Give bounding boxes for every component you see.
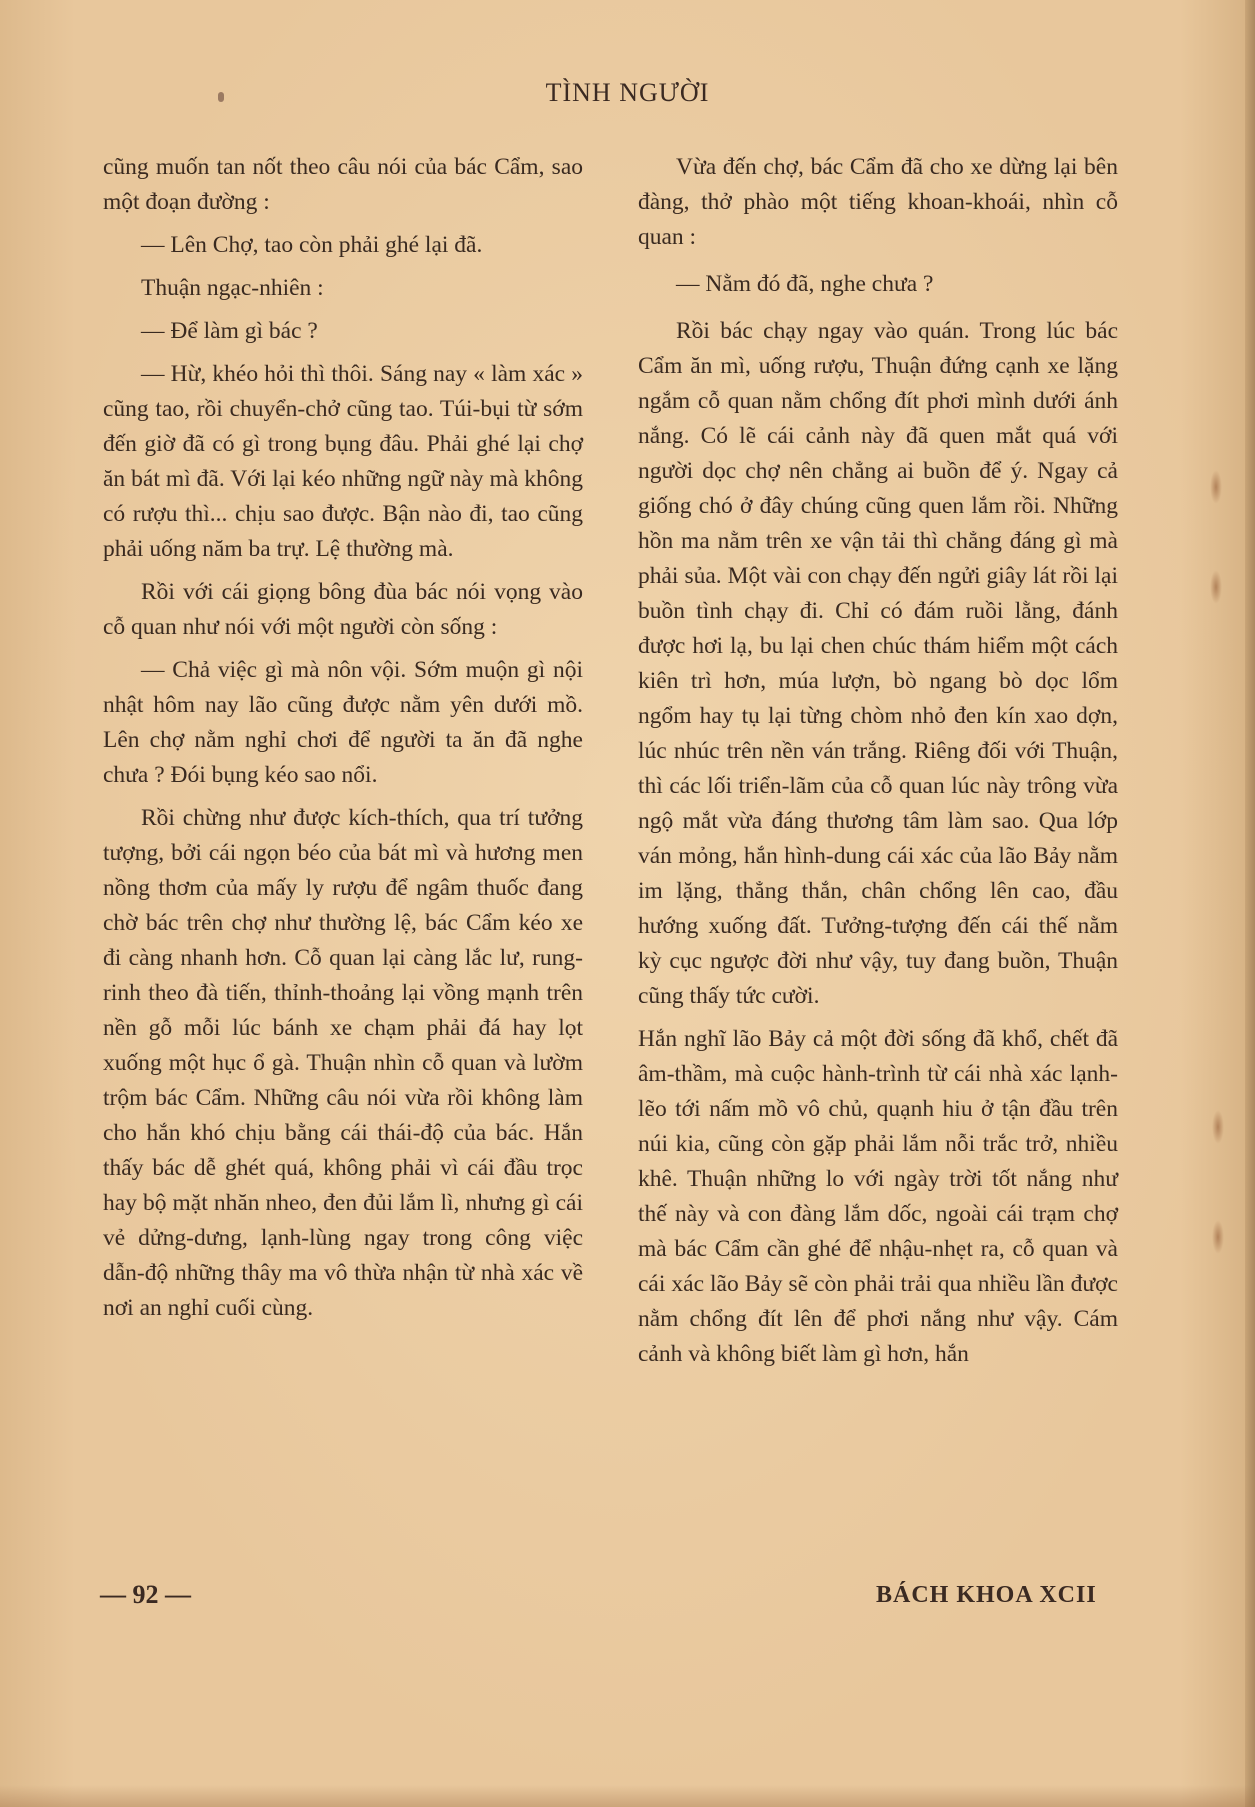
- dialogue-line: — Lên Chợ, tao còn phải ghé lại đã.: [141, 232, 483, 258]
- dialogue-line: — Chả việc gì mà nôn vội. Sớm muộn gì nội nhật hôm nay lão cũng được nằm yên dưới mồ. Lên chợ nằm nghỉ chơi để người ta ăn đã nghe chưa ? Đói bụng kéo sao nổi.: [103, 657, 583, 788]
- paragraph: Rồi với cái giọng bông đùa bác nói vọng vào cỗ quan như nói với một người còn sống :: [103, 579, 583, 640]
- paragraph: Hắn nghĩ lão Bảy cả một đời sống đã khổ, chết đã âm-thầm, mà cuộc hành-trình từ cái nhà xác lạnh-lẽo tới nấm mồ vô chủ, quạnh hiu ở tận đầu trên núi kia, cũng còn gặp phải lắm nỗi trắc trở, nhiều khê. Thuận những lo với ngày trời tốt nắng như thế này và con đàng lắm dốc, ngoài cái trạm chợ mà bác Cẩm cần ghé để nhậu-nhẹt ra, cỗ quan và cái xác lão Bảy sẽ còn phải trải qua nhiều lần được nằm chổng đít lên để phơi nắng như vậy. Cám cảnh và không biết làm gì hơn, hắn: [638, 1026, 1118, 1367]
- right-column: [638, 150, 1118, 1372]
- paragraph: Rồi chừng như được kích-thích, qua trí tưởng tượng, bởi cái ngọn béo của bát mì và hương men nồng thơm của mấy ly rượu để ngâm thuốc đang chờ bác trên chợ như thường lệ, bác Cẩm kéo xe đi càng nhanh hơn. Cỗ quan lại càng lắc lư, rung-rinh theo đà tiến, thỉnh-thoảng lại vồng mạnh trên nền gỗ mỗi lúc bánh xe chạm phải đá hay lọt xuống một hục ổ gà. Thuận nhìn cỗ quan và lườm trộm bác Cẩm. Những câu nói vừa rồi không làm cho hắn khó chịu bằng cái thái-độ của bác. Hắn thấy bác dễ ghét quá, không phải vì cái đầu trọc hay bộ mặt nhăn nheo, đen đủi lắm lì, nhưng gì cái vẻ dửng-dưng, lạnh-lùng ngay trong công việc dẫn-độ những thây ma vô thừa nhận từ nhà xác về nơi an nghỉ cuối cùng.: [103, 805, 583, 1321]
- binding-mark: [1212, 1110, 1224, 1144]
- paragraph: Rồi bác chạy ngay vào quán. Trong lúc bác Cẩm ăn mì, uống rượu, Thuận đứng cạnh xe lặng ngắm cỗ quan nằm chổng đít phơi mình dưới ánh nắng. Có lẽ cái cảnh này đã quen mắt quá với người dọc chợ nên chẳng ai buồn để ý. Ngay cả giống chó ở đây chúng cũng quen lắm rồi. Những hồn ma nằm trên xe vận tải thì chẳng đáng gì mà phải sủa. Một vài con chạy đến ngửi giây lát rồi lại buồn tình chạy đi. Chỉ có đám ruồi lằng, đánh được hơi lạ, bu lại chen chúc thám hiểm một cách kiên trì hơn, múa lượn, bò ngang bò dọc lổm ngổm hay tụ lại từng chòm nhỏ đen kín xao dợn, lúc nhúc trên nền ván trắng. Riêng đối với Thuận, thì các lối triển-lãm của cỗ quan lúc này trông vừa ngộ mắt vừa đáng thương tâm làm sao. Qua lớp ván mỏng, hắn hình-dung cái xác của lão Bảy nằm im lặng, thẳng thắn, chân chổng lên cao, đầu hướng xuống đất. Tưởng-tượng đến cái thế nằm kỳ cục ngược đời như vậy, tuy đang buồn, Thuận cũng thấy tức cười.: [638, 318, 1118, 1009]
- page-number: — 92 —: [100, 1580, 191, 1609]
- binding-mark: [1210, 570, 1222, 604]
- dialogue-line: — Để làm gì bác ?: [141, 318, 318, 344]
- running-header: TÌNH NGƯỜI: [545, 78, 710, 107]
- paragraph: Thuận ngạc-nhiên :: [141, 275, 324, 301]
- binding-mark: [1212, 1220, 1224, 1254]
- dialogue-line: — Nằm đó đã, nghe chưa ?: [676, 271, 934, 297]
- binding-mark: [1210, 470, 1222, 504]
- paragraph: cũng muốn tan nốt theo câu nói của bác Cẩm, sao một đoạn đường :: [103, 154, 583, 215]
- page-edge-shadow: [1245, 0, 1255, 1807]
- page-bottom-shadow: [0, 1785, 1255, 1807]
- dialogue-line: — Hừ, khéo hỏi thì thôi. Sáng nay « làm xác » cũng tao, rồi chuyển-chở cũng tao. Túi-bụi từ sớm đến giờ đã có gì trong bụng đâu. Phải ghé lại chợ ăn bát mì đã. Với lại kéo những ngữ này mà không có rượu thì... chịu sao được. Bận nào đi, tao cũng phải uống năm ba trự. Lệ thường mà.: [103, 361, 583, 562]
- paragraph: Vừa đến chợ, bác Cẩm đã cho xe dừng lại bên đàng, thở phào một tiếng khoan-khoái, nhìn cỗ quan :: [638, 154, 1118, 250]
- magazine-issue: BÁCH KHOA XCII: [876, 1582, 1097, 1608]
- left-column: [103, 150, 583, 1326]
